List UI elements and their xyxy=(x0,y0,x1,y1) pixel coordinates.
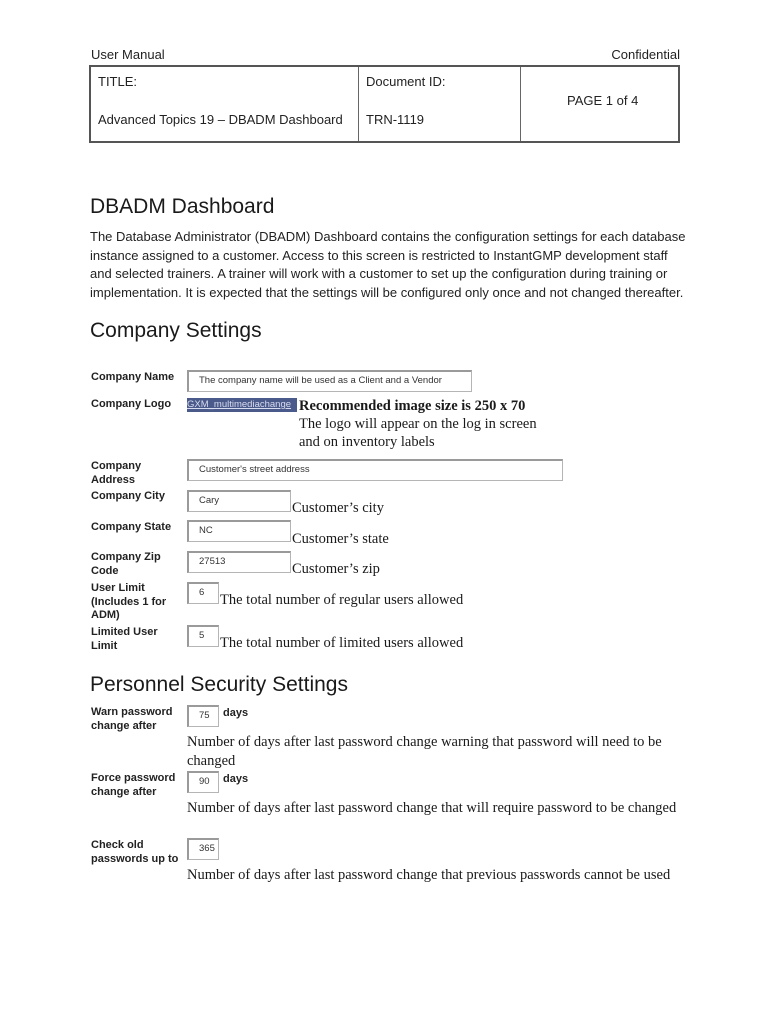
force-password-label: Force password change after xyxy=(91,772,176,798)
doc-id-label: Document ID: xyxy=(366,74,446,89)
force-password-input[interactable]: 90 xyxy=(187,771,219,793)
warn-password-input[interactable]: 75 xyxy=(187,705,219,727)
title-cell xyxy=(91,67,359,141)
company-zip-desc: Customer’s zip xyxy=(292,561,380,577)
limited-user-input[interactable]: 5 xyxy=(187,625,219,647)
company-name-label: Company Name xyxy=(91,371,175,383)
user-limit-label: User Limit (Includes 1 for ADM) xyxy=(91,582,167,621)
user-limit-input[interactable]: 6 xyxy=(187,582,219,604)
check-old-password-input[interactable]: 365 xyxy=(187,838,219,860)
company-state-input[interactable]: NC xyxy=(187,520,291,542)
logo-size-note: Recommended image size is 250 x 70 xyxy=(299,398,526,414)
logo-desc-line3: and on inventory labels xyxy=(299,434,435,450)
company-zip-label: Company Zip Code xyxy=(91,551,161,577)
title-label: TITLE: xyxy=(98,74,138,89)
company-name-input[interactable]: The company name will be used as a Client and a Vendor xyxy=(187,370,472,392)
company-logo-label: Company Logo xyxy=(91,398,172,410)
company-logo-link[interactable]: GXM_multimediachange xyxy=(187,398,297,412)
company-settings-heading: Company Settings xyxy=(90,319,262,342)
title-value: Advanced Topics 19 – DBADM Dashboard xyxy=(98,112,343,127)
check-old-password-desc: Number of days after last password change that previous passwords cannot be used xyxy=(187,867,671,883)
warn-password-unit: days xyxy=(223,707,249,719)
company-zip-input[interactable]: 27513 xyxy=(187,551,291,573)
page-number: PAGE 1 of 4 xyxy=(567,93,639,108)
check-old-password-label: Check old passwords up to xyxy=(91,839,179,865)
title-table xyxy=(89,65,680,143)
limited-user-desc: The total number of limited users allowed xyxy=(220,635,464,651)
limited-user-label: Limited User Limit xyxy=(91,626,158,652)
company-state-desc: Customer’s state xyxy=(292,531,389,547)
company-address-label: Company Address xyxy=(91,460,142,486)
security-settings-heading: Personnel Security Settings xyxy=(90,673,348,696)
header-right: Confidential xyxy=(611,47,680,62)
warn-password-label: Warn password change after xyxy=(91,706,173,732)
force-password-desc: Number of days after last password change that will require password to be changed xyxy=(187,800,677,816)
company-address-input[interactable]: Customer's street address xyxy=(187,459,563,481)
company-city-input[interactable]: Cary xyxy=(187,490,291,512)
user-limit-desc: The total number of regular users allowed xyxy=(220,592,464,608)
company-city-desc: Customer’s city xyxy=(292,500,384,516)
logo-desc-line2: The logo will appear on the log in screen xyxy=(299,416,537,432)
force-password-unit: days xyxy=(223,773,249,785)
company-city-label: Company City xyxy=(91,490,165,502)
page-title: DBADM Dashboard xyxy=(90,195,275,218)
header-left: User Manual xyxy=(91,47,165,62)
company-state-label: Company State xyxy=(91,521,172,533)
doc-id-value: TRN-1119 xyxy=(366,112,425,127)
doc-id-cell xyxy=(359,67,521,141)
warn-password-desc: Number of days after last password change warning that password will need to be changed xyxy=(187,734,662,769)
intro-paragraph: The Database Administrator (DBADM) Dashboard contains the configuration settings for each database instance assigned to a customer. Access to this screen is restricted to InstantGMP development staff and selected trainers. A trainer will work with a customer to set up the configuration during training or implementation. It is expected that the settings will be configured only once and not changed thereafter. xyxy=(90,229,686,300)
